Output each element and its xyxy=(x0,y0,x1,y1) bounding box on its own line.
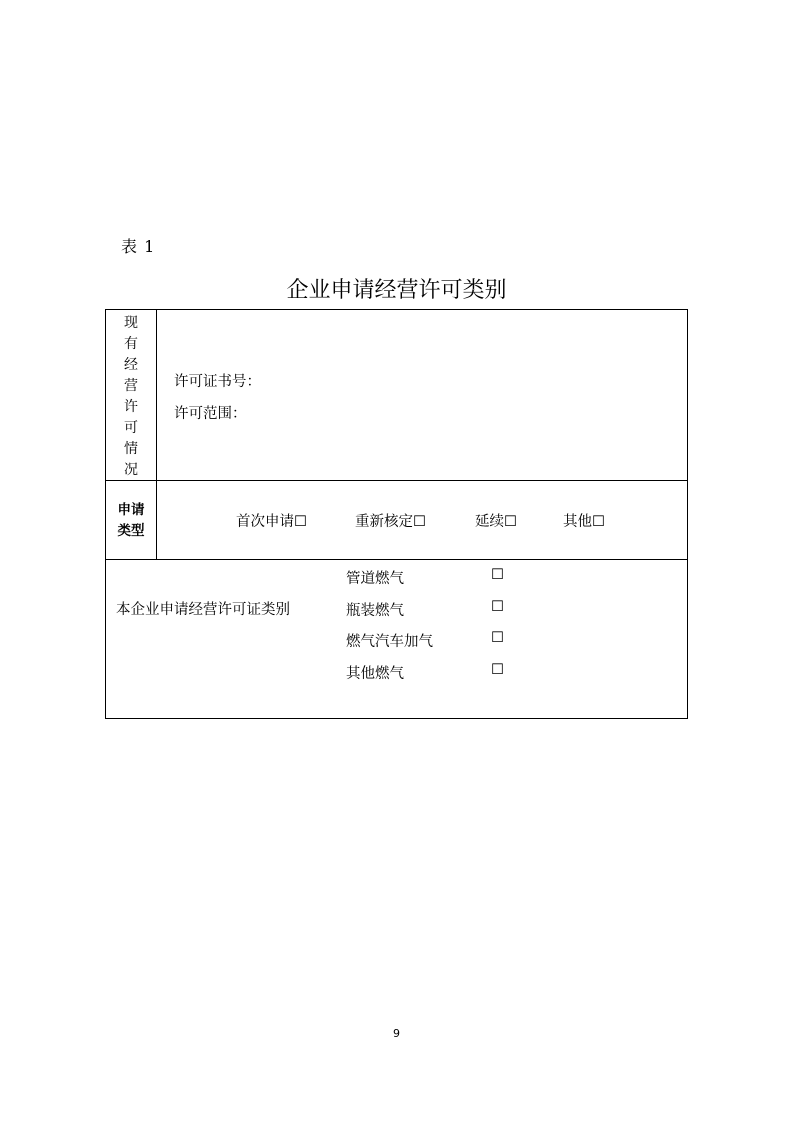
label-char: 情 xyxy=(124,441,138,457)
application-form-table xyxy=(105,309,688,719)
label-char: 有 xyxy=(124,336,138,352)
category-item-label: 其他燃气 xyxy=(346,666,404,682)
page-number: 9 xyxy=(393,1027,400,1040)
pipeline-gas-checkbox[interactable]: ☐ xyxy=(491,567,504,583)
category-item-label: 燃气汽车加气 xyxy=(346,634,433,650)
application-type-row xyxy=(106,481,687,560)
vehicle-refuel-checkbox[interactable]: ☐ xyxy=(491,630,504,646)
table-label: 表 1 xyxy=(121,237,156,256)
existing-license-content-cell[interactable] xyxy=(157,310,687,480)
license-number-field[interactable]: 许可证书号： xyxy=(174,374,261,390)
license-scope-field[interactable]: 许可范围： xyxy=(174,406,247,422)
label-char: 可 xyxy=(124,420,138,436)
first-application-checkbox[interactable]: 首次申请☐ xyxy=(236,514,307,530)
label-char: 况 xyxy=(124,462,138,478)
label-line: 类型 xyxy=(117,523,145,539)
label-char: 许 xyxy=(124,399,138,415)
existing-license-row xyxy=(106,310,687,481)
application-type-options xyxy=(157,481,687,559)
existing-license-label-cell xyxy=(106,310,157,480)
label-line: 申请 xyxy=(117,502,145,518)
label-char: 营 xyxy=(124,378,138,394)
reapproval-checkbox[interactable]: 重新核定☐ xyxy=(355,514,426,530)
license-category-label: 本企业申请经营许可证类别 xyxy=(116,602,290,618)
category-item-label: 管道燃气 xyxy=(346,571,404,587)
license-category-row xyxy=(106,560,687,718)
renewal-checkbox[interactable]: 延续☐ xyxy=(475,514,517,530)
application-type-label-cell xyxy=(106,481,157,559)
bottled-gas-checkbox[interactable]: ☐ xyxy=(491,599,504,615)
category-item-label: 瓶装燃气 xyxy=(346,603,404,619)
label-char: 现 xyxy=(124,315,138,331)
other-gas-checkbox[interactable]: ☐ xyxy=(491,662,504,678)
application-type-label xyxy=(106,500,156,542)
page-title: 企业申请经营许可类别 xyxy=(286,278,507,303)
existing-license-label xyxy=(106,313,156,481)
label-char: 经 xyxy=(124,357,138,373)
other-type-checkbox[interactable]: 其他☐ xyxy=(563,514,605,530)
